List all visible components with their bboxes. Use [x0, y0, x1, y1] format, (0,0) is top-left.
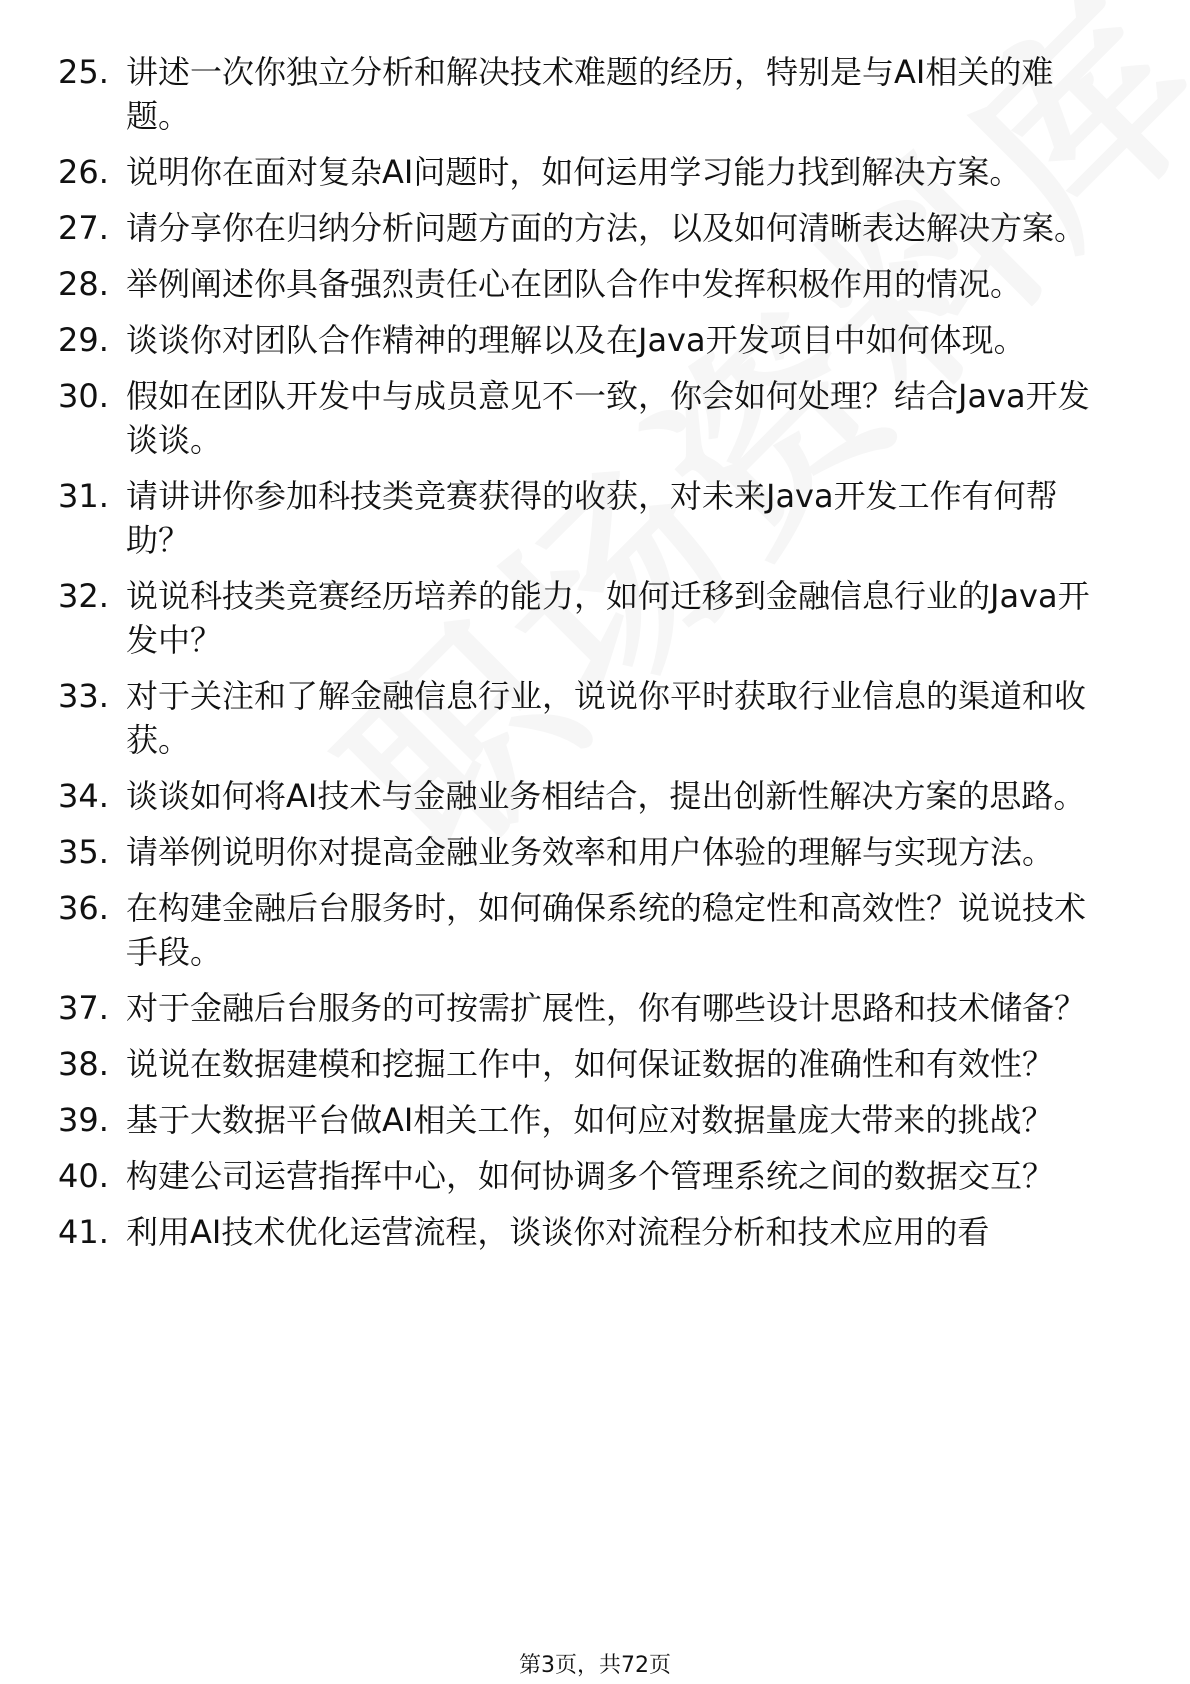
question-text: 利用AI技术优化运营流程，谈谈你对流程分析和技术应用的看: [126, 1213, 990, 1251]
question-number: 36.: [58, 889, 109, 927]
question-number: 28.: [58, 265, 109, 303]
question-text: 请分享你在归纳分析问题方面的方法，以及如何清晰表达解决方案。: [126, 209, 1087, 247]
question-text: 请讲讲你参加科技类竞赛获得的收获，对未来Java开发工作有何帮助？: [126, 477, 1058, 559]
question-number: 38.: [58, 1045, 109, 1083]
question-list: [58, 50, 1108, 1266]
question-text: 假如在团队开发中与成员意见不一致，你会如何处理？结合Java开发谈谈。: [126, 377, 1090, 459]
question-text: 举例阐述你具备强烈责任心在团队合作中发挥积极作用的情况。: [126, 265, 1023, 303]
question-text: 谈谈你对团队合作精神的理解以及在Java开发项目中如何体现。: [126, 321, 1026, 359]
question-text: 对于关注和了解金融信息行业，说说你平时获取行业信息的渠道和收获。: [126, 677, 1087, 759]
question-item: [58, 318, 1108, 362]
question-item: [58, 150, 1108, 194]
question-number: 35.: [58, 833, 109, 871]
question-number: 25.: [58, 53, 109, 91]
question-text: 基于大数据平台做AI相关工作，如何应对数据量庞大带来的挑战？: [126, 1101, 1054, 1139]
question-number: 40.: [58, 1157, 109, 1195]
question-item: [58, 574, 1108, 662]
question-text: 请举例说明你对提高金融业务效率和用户体验的理解与实现方法。: [126, 833, 1055, 871]
question-text: 说明你在面对复杂AI问题时，如何运用学习能力找到解决方案。: [126, 153, 1022, 191]
question-text: 在构建金融后台服务时，如何确保系统的稳定性和高效性？说说技术手段。: [126, 889, 1087, 971]
question-item: [58, 1042, 1108, 1086]
question-item: [58, 774, 1108, 818]
page-footer: 第3页，共72页: [519, 1653, 671, 1678]
question-item: [58, 1210, 1108, 1254]
question-item: [58, 374, 1108, 462]
question-item: [58, 1098, 1108, 1142]
question-item: [58, 830, 1108, 874]
question-number: 26.: [58, 153, 109, 191]
question-number: 34.: [58, 777, 109, 815]
question-item: [58, 886, 1108, 974]
question-number: 39.: [58, 1101, 109, 1139]
question-number: 33.: [58, 677, 109, 715]
question-number: 41.: [58, 1213, 109, 1251]
question-number: 37.: [58, 989, 109, 1027]
question-item: [58, 50, 1108, 138]
question-text: 谈谈如何将AI技术与金融业务相结合，提出创新性解决方案的思路。: [126, 777, 1086, 815]
question-number: 32.: [58, 577, 109, 615]
question-item: [58, 1154, 1108, 1198]
question-item: [58, 206, 1108, 250]
question-item: [58, 674, 1108, 762]
question-text: 说说科技类竞赛经历培养的能力，如何迁移到金融信息行业的Java开发中？: [126, 577, 1090, 659]
question-text: 对于金融后台服务的可按需扩展性，你有哪些设计思路和技术储备？: [126, 989, 1087, 1027]
question-number: 29.: [58, 321, 109, 359]
question-number: 30.: [58, 377, 109, 415]
question-text: 讲述一次你独立分析和解决技术难题的经历，特别是与AI相关的难题。: [126, 53, 1054, 135]
question-item: [58, 474, 1108, 562]
question-item: [58, 986, 1108, 1030]
question-number: 31.: [58, 477, 109, 515]
question-number: 27.: [58, 209, 109, 247]
question-text: 构建公司运营指挥中心，如何协调多个管理系统之间的数据交互？: [126, 1157, 1055, 1195]
question-item: [58, 262, 1108, 306]
question-text: 说说在数据建模和挖掘工作中，如何保证数据的准确性和有效性？: [126, 1045, 1055, 1083]
